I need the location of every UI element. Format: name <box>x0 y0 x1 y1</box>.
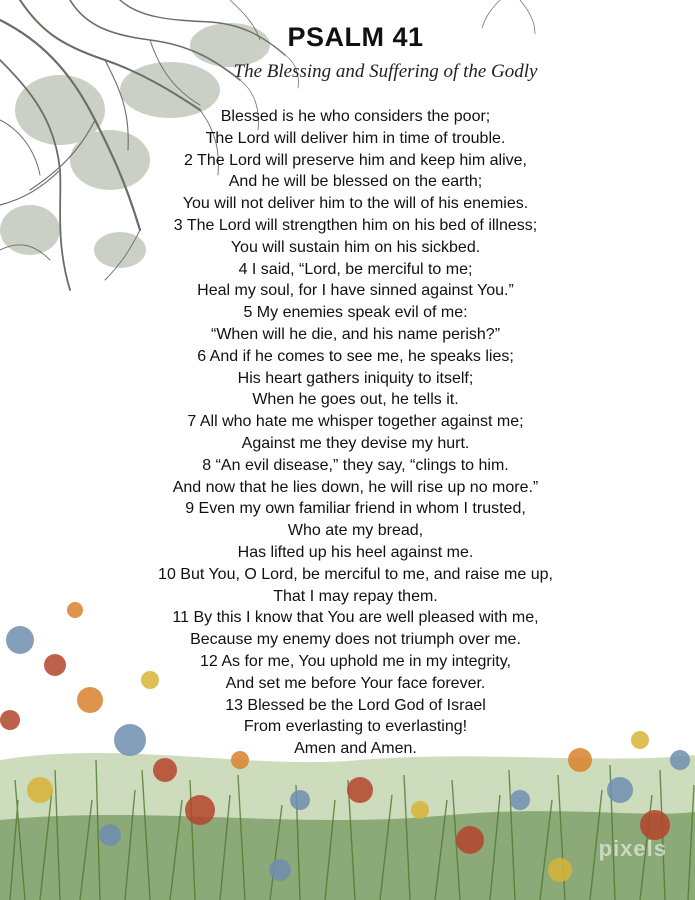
verse-line: That I may repay them. <box>273 587 438 605</box>
verse-line: 10 But You, O Lord, be merciful to me, and raise me up, <box>158 565 553 583</box>
verse-line: And he will be blessed on the earth; <box>228 173 483 191</box>
verse-line: Has lifted up his heel against me. <box>237 543 474 561</box>
verse-line: Blessed is he who considers the poor; <box>220 108 491 125</box>
verse-line: “When will he die, and his name perish?” <box>210 325 501 343</box>
verse-line: 4 I said, “Lord, be merciful to me; <box>238 260 473 278</box>
verse-line: His heart gathers iniquity to itself; <box>237 369 474 387</box>
verse-line: And now that he lies down, he will rise up no more.” <box>172 478 539 496</box>
verse-line: 12 As for me, You uphold me in my integrity, <box>200 652 511 670</box>
verse-line: And set me before Your face forever. <box>225 674 486 692</box>
verse-line: Heal my soul, for I have sinned against You.” <box>197 282 514 300</box>
verse-line: 6 And if he comes to see me, he speaks lies; <box>197 347 514 365</box>
verse-line: 5 My enemies speak evil of me: <box>243 304 468 322</box>
page-subtitle: The Blessing and Suffering of the Godly <box>233 61 538 82</box>
verse-line: 3 The Lord will strengthen him on his bed of illness; <box>173 216 538 234</box>
verse-line: When he goes out, he tells it. <box>252 391 459 409</box>
verse-line: 7 All who hate me whisper together against me; <box>187 413 524 431</box>
verse-line: 9 Even my own familiar friend in whom I trusted, <box>185 500 526 518</box>
verse-line: The Lord will deliver him in time of trouble. <box>205 129 506 147</box>
verse-line: You will not deliver him to the will of his enemies. <box>182 195 529 213</box>
verse-line: 11 By this I know that You are well pleased with me, <box>172 609 539 627</box>
verse-line: 2 The Lord will preserve him and keep him alive, <box>184 151 527 169</box>
verse-line: From everlasting to everlasting! <box>243 718 468 736</box>
psalm-text <box>8 106 695 760</box>
verse-line: Because my enemy does not triumph over me. <box>190 631 521 649</box>
watermark: pixels <box>598 836 667 861</box>
verse-line: Amen and Amen. <box>294 740 417 758</box>
page-title: PSALM 41 <box>287 22 424 52</box>
verse-line: Who ate my bread, <box>287 522 424 540</box>
verse-line: 8 “An evil disease,” they say, “clings to him. <box>202 456 509 474</box>
verse-line: 13 Blessed be the Lord God of Israel <box>225 696 486 714</box>
verse-line: Against me they devise my hurt. <box>241 434 470 452</box>
verse-line: You will sustain him on his sickbed. <box>230 238 481 256</box>
